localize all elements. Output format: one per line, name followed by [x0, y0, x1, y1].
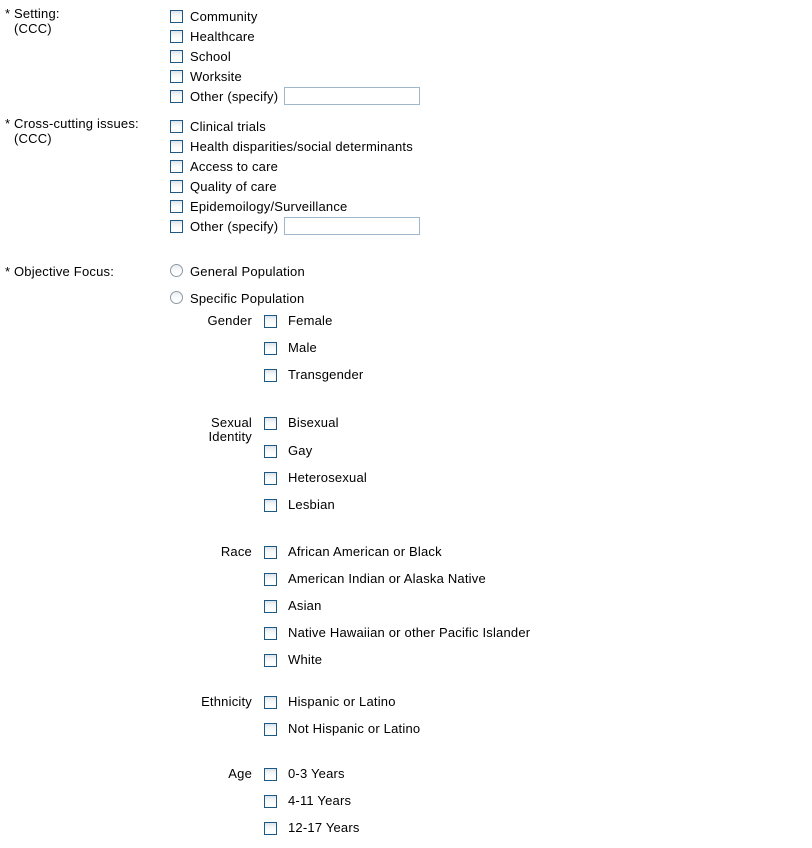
bisexual-checkbox[interactable] — [264, 417, 277, 430]
age-4-11-checkbox[interactable] — [264, 795, 277, 808]
not-hispanic-or-latino-checkbox[interactable] — [264, 723, 277, 736]
option-label: Asian — [288, 598, 322, 613]
required-marker: * — [5, 6, 11, 21]
checkbox-row — [170, 341, 530, 368]
option-label: Gay — [288, 443, 313, 458]
setting-field-label — [5, 6, 170, 36]
field-label: Objective Focus: — [14, 264, 115, 279]
checkbox-row — [170, 695, 530, 722]
option-label: 0-3 Years — [288, 766, 345, 781]
gender-subgroup — [170, 314, 530, 395]
subgroup-label: Age — [228, 766, 252, 781]
general-population-radio[interactable] — [170, 264, 183, 277]
checkbox-row — [170, 136, 420, 156]
sexual-identity-subgroup — [170, 416, 530, 525]
school-checkbox[interactable] — [170, 50, 183, 63]
option-label: Not Hispanic or Latino — [288, 721, 421, 736]
setting-other-input[interactable] — [284, 87, 420, 105]
subgroup-label: Ethnicity — [201, 694, 252, 709]
option-label: 4-11 Years — [288, 793, 352, 808]
cross-cutting-section — [5, 116, 812, 236]
radio-row — [170, 291, 530, 314]
option-label: Community — [190, 8, 258, 24]
checkbox-row — [170, 368, 530, 395]
option-label: Access to care — [190, 158, 279, 174]
option-label: Other (specify) — [190, 88, 279, 104]
clinical-trials-checkbox[interactable] — [170, 120, 183, 133]
subgroup-label: Race — [220, 544, 252, 559]
asian-checkbox[interactable] — [264, 600, 277, 613]
option-label: School — [190, 48, 231, 64]
cross-cutting-options — [170, 116, 420, 236]
option-label: Male — [288, 340, 317, 355]
male-checkbox[interactable] — [264, 342, 277, 355]
field-label: Cross-cutting issues: — [14, 116, 139, 131]
option-label: Clinical trials — [190, 118, 266, 134]
option-label: General Population — [190, 264, 305, 279]
checkbox-row — [170, 444, 530, 471]
option-label: Other (specify) — [190, 218, 279, 234]
checkbox-row — [170, 416, 530, 444]
option-label: Female — [288, 313, 333, 328]
option-label: Health disparities/social determinants — [190, 138, 413, 154]
radio-row — [170, 264, 530, 291]
checkbox-row — [170, 6, 420, 26]
gay-checkbox[interactable] — [264, 445, 277, 458]
checkbox-row — [170, 26, 420, 46]
transgender-checkbox[interactable] — [264, 369, 277, 382]
cross-cutting-other-input[interactable] — [284, 217, 420, 235]
health-disparities-checkbox[interactable] — [170, 140, 183, 153]
hispanic-or-latino-checkbox[interactable] — [264, 696, 277, 709]
checkbox-row — [170, 46, 420, 66]
white-checkbox[interactable] — [264, 654, 277, 667]
checkbox-row — [170, 498, 530, 525]
setting-options — [170, 6, 420, 106]
checkbox-row — [170, 545, 530, 572]
age-subgroup — [170, 767, 530, 848]
option-label: Healthcare — [190, 28, 255, 44]
checkbox-row — [170, 794, 530, 821]
option-label: Hispanic or Latino — [288, 694, 396, 709]
checkbox-row — [170, 66, 420, 86]
community-checkbox[interactable] — [170, 10, 183, 23]
required-marker: * — [5, 116, 11, 131]
checkbox-row — [170, 86, 420, 106]
option-label: Specific Population — [190, 291, 305, 306]
checkbox-row — [170, 196, 420, 216]
checkbox-row — [170, 471, 530, 498]
female-checkbox[interactable] — [264, 315, 277, 328]
checkbox-row — [170, 572, 530, 599]
checkbox-row — [170, 156, 420, 176]
healthcare-checkbox[interactable] — [170, 30, 183, 43]
cross-cutting-field-label — [5, 116, 170, 146]
field-sublabel: (CCC) — [14, 21, 52, 36]
checkbox-row — [170, 767, 530, 794]
worksite-checkbox[interactable] — [170, 70, 183, 83]
native-hawaiian-or-other-pacific-islander-checkbox[interactable] — [264, 627, 277, 640]
option-label: American Indian or Alaska Native — [288, 571, 486, 586]
field-sublabel: (CCC) — [14, 131, 52, 146]
option-label: Heterosexual — [288, 470, 367, 485]
objective-focus-field-label — [5, 264, 170, 279]
objective-focus-section — [5, 264, 812, 848]
subgroup-label: Gender — [207, 313, 252, 328]
checkbox-row — [170, 722, 530, 749]
cross-cutting-other-checkbox[interactable] — [170, 220, 183, 233]
option-label: African American or Black — [288, 544, 442, 559]
option-label: Lesbian — [288, 497, 335, 512]
race-subgroup — [170, 545, 530, 680]
required-marker: * — [5, 264, 11, 279]
age-0-3-checkbox[interactable] — [264, 768, 277, 781]
option-label: Epidemoilogy/Surveillance — [190, 198, 348, 214]
option-label: Worksite — [190, 68, 242, 84]
checkbox-row — [170, 599, 530, 626]
objective-focus-options — [170, 264, 530, 848]
checkbox-row — [170, 116, 420, 136]
quality-of-care-checkbox[interactable] — [170, 180, 183, 193]
subgroup-label: Sexual Identity — [208, 415, 252, 444]
specific-population-radio[interactable] — [170, 291, 183, 304]
epidemiology-surveillance-checkbox[interactable] — [170, 200, 183, 213]
option-label: Native Hawaiian or other Pacific Islander — [288, 625, 531, 640]
checkbox-row — [170, 314, 530, 341]
field-label: Setting: — [14, 6, 60, 21]
setting-section — [5, 6, 812, 106]
access-to-care-checkbox[interactable] — [170, 160, 183, 173]
option-label: White — [288, 652, 323, 667]
setting-other-checkbox[interactable] — [170, 90, 183, 103]
checkbox-row — [170, 626, 530, 653]
option-label: Quality of care — [190, 178, 277, 194]
option-label: Bisexual — [288, 415, 339, 430]
heterosexual-checkbox[interactable] — [264, 472, 277, 485]
ethnicity-subgroup — [170, 695, 530, 749]
option-label: Transgender — [288, 367, 364, 382]
checkbox-row — [170, 176, 420, 196]
lesbian-checkbox[interactable] — [264, 499, 277, 512]
american-indian-or-alaska-native-checkbox[interactable] — [264, 573, 277, 586]
checkbox-row — [170, 216, 420, 236]
age-12-17-checkbox[interactable] — [264, 822, 277, 835]
checkbox-row — [170, 653, 530, 680]
option-label: 12-17 Years — [288, 820, 360, 835]
african-american-or-black-checkbox[interactable] — [264, 546, 277, 559]
